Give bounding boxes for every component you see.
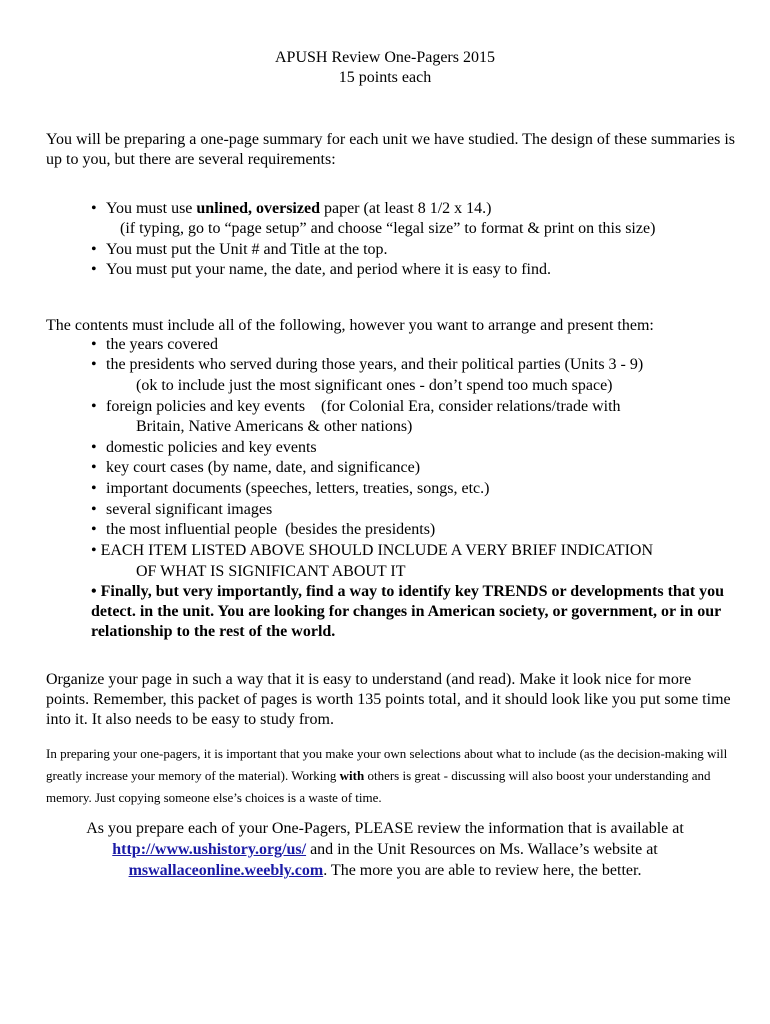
ushistory-link[interactable]: http://www.ushistory.org/us/ — [112, 841, 307, 858]
selection-note-bold: with — [339, 768, 365, 783]
contents-item: domestic policies and key events — [106, 439, 317, 456]
requirement-name-date: You must put your name, the date, and period where it is easy to find. — [106, 261, 551, 278]
weebly-link[interactable]: mswallaceonline.weebly.com — [128, 862, 324, 879]
bullet-mark: • — [91, 501, 97, 518]
trends-paragraph: • Finally, but very importantly, find a way to identify key TRENDS or developments that you detect. in the unit. You are looking for changes in American society, or government, or in our relationship to the rest of the world. — [91, 583, 725, 640]
contents-item: foreign policies and key events (for Colonial Era, consider relations/trade with — [106, 398, 621, 415]
bullet-mark: • — [91, 261, 97, 278]
resources-paragraph: As you prepare each of your One-Pagers, PLEASE review the information that is available at http://www.ushistory.org/us/ and in the Unit Resources on Ms. Wallace’s website at mswallaceonline.weebly.com. The more you are able to review here, the better. — [86, 820, 684, 879]
requirement-unit-title: You must put the Unit # and Title at the top. — [106, 241, 388, 258]
contents-intro: The contents must include all of the following, however you want to arrange and present them: — [46, 317, 654, 334]
contents-item: several significant images — [106, 501, 273, 518]
contents-item: key court cases (by name, date, and significance) — [106, 459, 421, 476]
page-subtitle: 15 points each — [338, 69, 432, 86]
organize-paragraph: Organize your page in such a way that it is easy to understand (and read). Make it look nice for more points. Remember, this packet of pages is worth 135 points total, and it should look like you put some time into it. It also needs to be easy to study from. — [46, 671, 731, 728]
contents-item: the years covered — [106, 336, 218, 353]
contents-item-caps: • EACH ITEM LISTED ABOVE SHOULD INCLUDE A VERY BRIEF INDICATION — [91, 542, 654, 559]
bullet-mark: • — [91, 336, 97, 353]
bullet-mark: • — [91, 439, 97, 456]
bullet-mark: • — [91, 241, 97, 258]
bullet-mark: • — [91, 480, 97, 497]
requirement-paper-bold: unlined, oversized — [196, 200, 320, 217]
selection-note: In preparing your one-pagers, it is important that you make your own selections about what to include (as the decision-making will greatly increase your memory of the material). Working with others is great - discussing will also boost your understanding and memory. Just copying someone else’s choices is a waste of time. — [46, 746, 728, 805]
requirement-paper-note: (if typing, go to “page setup” and choose “legal size” to format & print on this size) — [120, 220, 656, 237]
intro-paragraph: You will be preparing a one-page summary for each unit we have studied. The design of these summaries is up to you, but there are several requirements: — [46, 131, 736, 168]
bullet-mark: • — [91, 459, 97, 476]
contents-item: important documents (speeches, letters, treaties, songs, etc.) — [106, 480, 490, 497]
requirement-paper: You must use unlined, oversized paper (at least 8 1/2 x 14.) — [106, 200, 492, 217]
contents-item: the presidents who served during those years, and their political parties (Units 3 - 9) — [106, 356, 644, 373]
page-title: APUSH Review One-Pagers 2015 — [275, 49, 495, 66]
contents-item-note: (ok to include just the most significant ones - don’t spend too much space) — [136, 377, 613, 394]
bullet-mark: • — [91, 398, 97, 415]
bullet-mark: • — [91, 356, 97, 373]
bullet-mark: • — [91, 521, 97, 538]
contents-item-note: Britain, Native Americans & other nations) — [136, 418, 413, 435]
bullet-mark: • — [91, 200, 97, 217]
contents-item-caps-note: OF WHAT IS SIGNIFICANT ABOUT IT — [136, 563, 406, 580]
contents-item: the most influential people (besides the presidents) — [106, 521, 436, 538]
